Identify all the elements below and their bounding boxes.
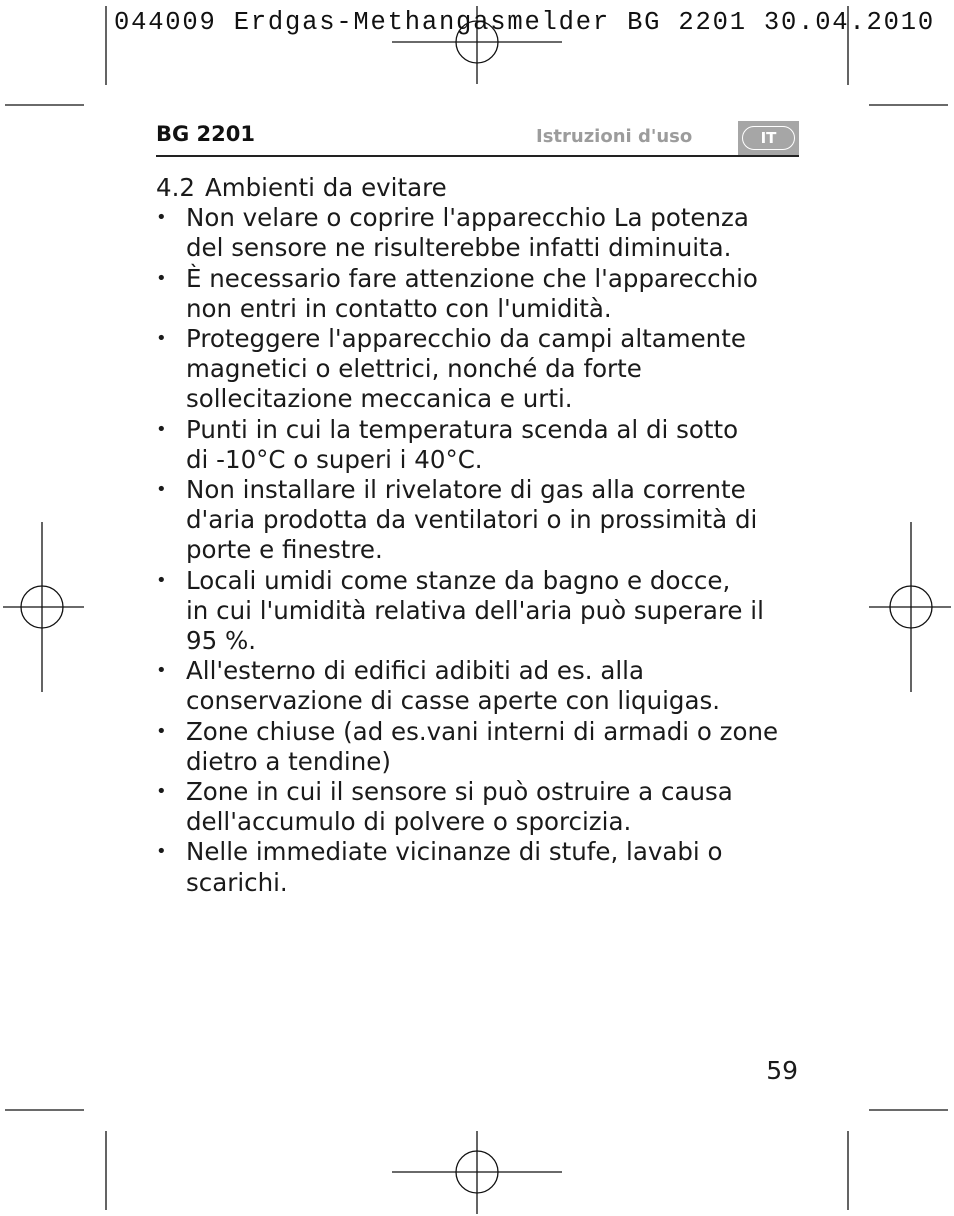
list-item bbox=[156, 203, 796, 263]
section-title: Ambienti da evitare bbox=[204, 173, 447, 202]
registration-mark-top bbox=[392, 6, 562, 84]
list-item-text: Non velare o coprire l'apparecchio La potenza del sensore ne risulterebbe infatti diminuita. bbox=[186, 203, 749, 263]
list-item-text: Locali umidi come stanze da bagno e docce, in cui l'umidità relativa dell'aria può superare il 95 %. bbox=[186, 565, 764, 656]
list-item-text: Zone in cui il sensore si può ostruire a causa dell'accumulo di polvere o sporcizia. bbox=[186, 777, 733, 837]
list-item-text: Punti in cui la temperatura scenda al di sotto di -10°C o superi i 40°C. bbox=[186, 414, 739, 474]
registration-mark-bottom bbox=[392, 1131, 562, 1214]
language-badge bbox=[738, 121, 799, 155]
list-item-text: Non installare il rivelatore di gas alla corrente d'aria prodotta da ventilatori o in prossimità di porte e finestre. bbox=[186, 475, 758, 565]
list-item-text: È necessario fare attenzione che l'apparecchio non entri in contatto con l'umidità. bbox=[186, 263, 758, 323]
list-item-text: Zone chiuse (ad es.vani interni di armadi o zone dietro a tendine) bbox=[186, 716, 779, 776]
bullet-icon: • bbox=[156, 479, 167, 501]
list-item bbox=[156, 656, 796, 716]
list-item-text: Nelle immediate vicinanze di stufe, lavabi o scarichi. bbox=[186, 837, 723, 897]
section-number: 4.2 bbox=[156, 173, 195, 202]
bullet-icon: • bbox=[156, 207, 167, 229]
list-item bbox=[156, 777, 796, 837]
list-item bbox=[156, 837, 796, 897]
bullet-icon: • bbox=[156, 569, 167, 591]
print-slug: 044009 Erdgas-Methangasmelder BG 2201 30.04.2010 bbox=[114, 8, 935, 37]
list-item bbox=[156, 264, 796, 324]
list-item bbox=[156, 415, 796, 475]
registration-mark-right bbox=[869, 522, 951, 692]
language-badge-label: IT bbox=[742, 126, 795, 150]
list-item-text: Proteggere l'apparecchio da campi altamente magnetici o elettrici, nonché da forte sollecitazione meccanica e urti. bbox=[186, 324, 746, 414]
bullet-icon: • bbox=[156, 418, 167, 440]
running-title: BG 2201 bbox=[156, 122, 256, 146]
section-label: Istruzioni d'uso bbox=[536, 126, 693, 147]
header-rule bbox=[156, 155, 799, 157]
list-item bbox=[156, 566, 796, 657]
bullet-icon: • bbox=[156, 841, 167, 863]
section-heading bbox=[156, 173, 796, 203]
bullet-list bbox=[156, 203, 796, 898]
list-item bbox=[156, 475, 796, 566]
page-number: 59 bbox=[766, 1056, 798, 1085]
list-item bbox=[156, 324, 796, 415]
list-item bbox=[156, 717, 796, 777]
bullet-icon: • bbox=[156, 328, 167, 350]
registration-mark-left bbox=[3, 522, 84, 692]
bullet-icon: • bbox=[156, 660, 167, 682]
bullet-icon: • bbox=[156, 267, 167, 289]
bullet-icon: • bbox=[156, 781, 167, 803]
list-item-text: All'esterno di edifici adibiti ad es. alla conservazione di casse aperte con liquigas. bbox=[186, 656, 721, 716]
main-content bbox=[156, 173, 796, 898]
bullet-icon: • bbox=[156, 720, 167, 742]
